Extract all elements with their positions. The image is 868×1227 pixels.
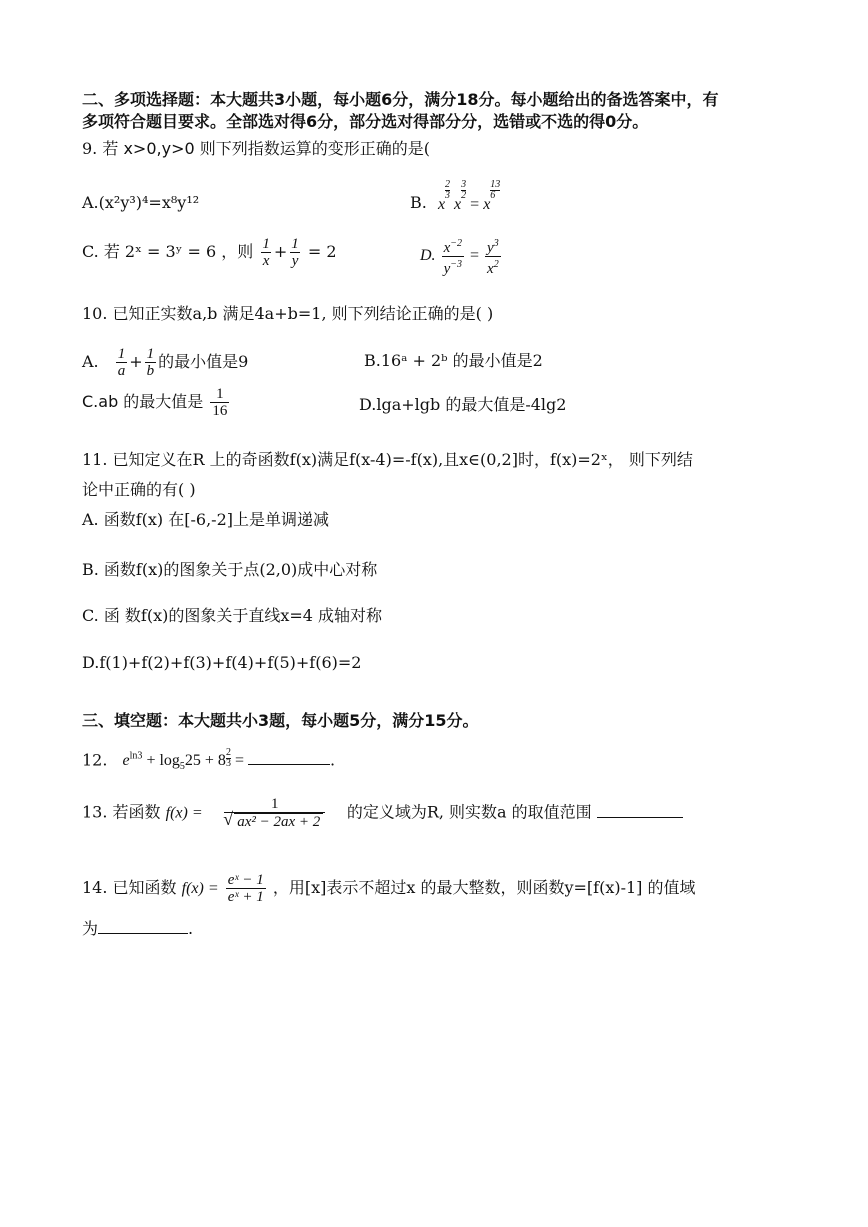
q9-option-b-expr: x $\frac{2}{3}$ x $\frac{3}{2}$ = x $\frac{13}{6}$ — [437, 179, 501, 213]
q10-option-a-frac-a: $\frac{1}{a}$ — [117, 346, 126, 379]
q13-sqrt: √ ax² − 2ax + 2 — [234, 813, 323, 830]
q12-label: 12. — [82, 750, 108, 770]
q9-option-b — [410, 180, 500, 216]
q9-option-b-label: B. — [410, 193, 427, 212]
q11-option-d: D.f(1)+f(2)+f(3)+f(4)+f(5)+f(6)=2 — [82, 653, 362, 672]
q10-option-c-frac — [210, 386, 229, 419]
q10-option-c — [82, 386, 231, 419]
q9-stem-prefix: 9. 若 — [82, 139, 119, 158]
q11-stem-line1: 11. 已知定义在R 上的奇函数f(x)满足f(x-4)=-f(x),且x∈(0,2]时，f(x)=2ˣ， 则下列结 — [82, 450, 693, 469]
q9-option-d-frac-left: $\frac{x^{-2}}{y^{-3}}$ — [443, 238, 462, 277]
q10-option-a-suffix: 的最小值是9 — [158, 352, 249, 371]
q11-option-a: A. 函数f(x) 在[-6,-2]上是单调递减 — [82, 510, 329, 529]
q9-option-d: D. $\frac{x^{-2}}{y^{-3}}$ = $\frac{y^3}{x^2}$ — [420, 238, 499, 277]
q14-line2-text: 为 — [82, 919, 99, 938]
q12-expr: $e^{ln3} + \log_525 + 8$ $\frac{2}{3}$ = — [122, 747, 248, 773]
section2-header-line2: 多项符合题目要求。全部选对得6分，部分选对得部分分，选错或不选的得0分。 — [82, 112, 649, 131]
q14-frac-den: eˣ + 1 — [227, 889, 264, 905]
q10-option-a-frac-b: $\frac{1}{b}$ — [146, 346, 155, 379]
q10-option-c-frac-den: 16 — [212, 403, 228, 419]
q9-option-c-suffix: = 2 — [307, 242, 337, 261]
q13-frac — [210, 796, 340, 830]
q10-option-d: D.lga+lgb 的最大值是-4lg2 — [359, 395, 567, 414]
q9-stem-condition: x>0,y>0 — [123, 139, 195, 158]
q12-answer-blank[interactable] — [248, 750, 330, 765]
q11-stem-line2: 论中正确的有( ) — [82, 480, 196, 499]
q9-option-c-frac-y: $\frac{1}{y}$ — [291, 236, 299, 269]
q14-frac-num: eˣ − 1 — [227, 872, 264, 888]
q14-func-lhs: f(x) = — [181, 880, 219, 897]
q10-option-c-frac-num: 1 — [216, 386, 224, 402]
q9-option-c-prefix: C. 若 2ˣ = 3ʸ = 6 ，则 — [82, 242, 254, 261]
q14 — [82, 872, 696, 905]
q13-frac-den — [224, 812, 325, 830]
q9-stem — [82, 137, 430, 161]
q11-option-c: C. 函 数f(x)的图象关于直线x=4 成轴对称 — [82, 606, 383, 625]
q9-stem-suffix: 则下列指数运算的变形正确的是( — [199, 139, 430, 158]
q13-prefix: 13. 若函数 — [82, 802, 161, 822]
q10-option-a: A. $\frac{1}{a}$ + $\frac{1}{b}$ 的最小值是9 — [82, 346, 249, 379]
q14-suffix: ，用[x]表示不超过x 的最大整数，则函数y=[f(x)-1] 的值域 — [272, 878, 696, 897]
q10-option-a-label: A. — [82, 352, 99, 371]
q10-option-b: B.16ᵃ + 2ᵇ 的最小值是2 — [364, 351, 543, 370]
q14-frac — [226, 872, 266, 905]
q10-option-c-prefix: C.ab 的最大值是 — [82, 392, 204, 411]
q13-func-lhs: f(x) = — [165, 804, 203, 822]
q13-answer-blank[interactable] — [597, 803, 683, 818]
q14-answer-blank[interactable] — [98, 919, 188, 934]
section2-header-line1: 二、多项选择题：本大题共3小题，每小题6分，满分18分。每小题给出的备选答案中，有 — [82, 90, 719, 109]
section3-header: 三、填空题：本大题共小3题，每小题5分，满分15分。 — [82, 711, 479, 730]
q11-option-b: B. 函数f(x)的图象关于点(2,0)成中心对称 — [82, 560, 378, 579]
q9-option-c-frac-x: $\frac{1}{x}$ — [262, 236, 270, 269]
q14-line2: 为 . — [82, 919, 194, 938]
q13-frac-num: 1 — [270, 796, 279, 812]
q9-option-d-label: D. — [420, 247, 436, 265]
q9-option-d-frac-right: $\frac{y^3}{x^2}$ — [487, 238, 499, 277]
q9-option-c: C. 若 2ˣ = 3ʸ = 6 ，则 $\frac{1}{x}$ + $\frac{1}{y}$ = 2 — [82, 236, 337, 269]
q12: 12. $e^{ln3} + \log_525 + 8$ $\frac{2}{3}$ = . — [82, 747, 336, 773]
q10-stem: 10. 已知正实数a,b 满足4a+b=1, 则下列结论正确的是( ) — [82, 304, 494, 323]
q14-prefix: 14. 已知函数 — [82, 878, 177, 897]
q13-suffix: 的定义域为R, 则实数a 的取值范围 — [346, 802, 592, 822]
q9-option-a: A.(x²y³)⁴=x⁸y¹² — [82, 193, 200, 212]
q13 — [82, 796, 683, 830]
